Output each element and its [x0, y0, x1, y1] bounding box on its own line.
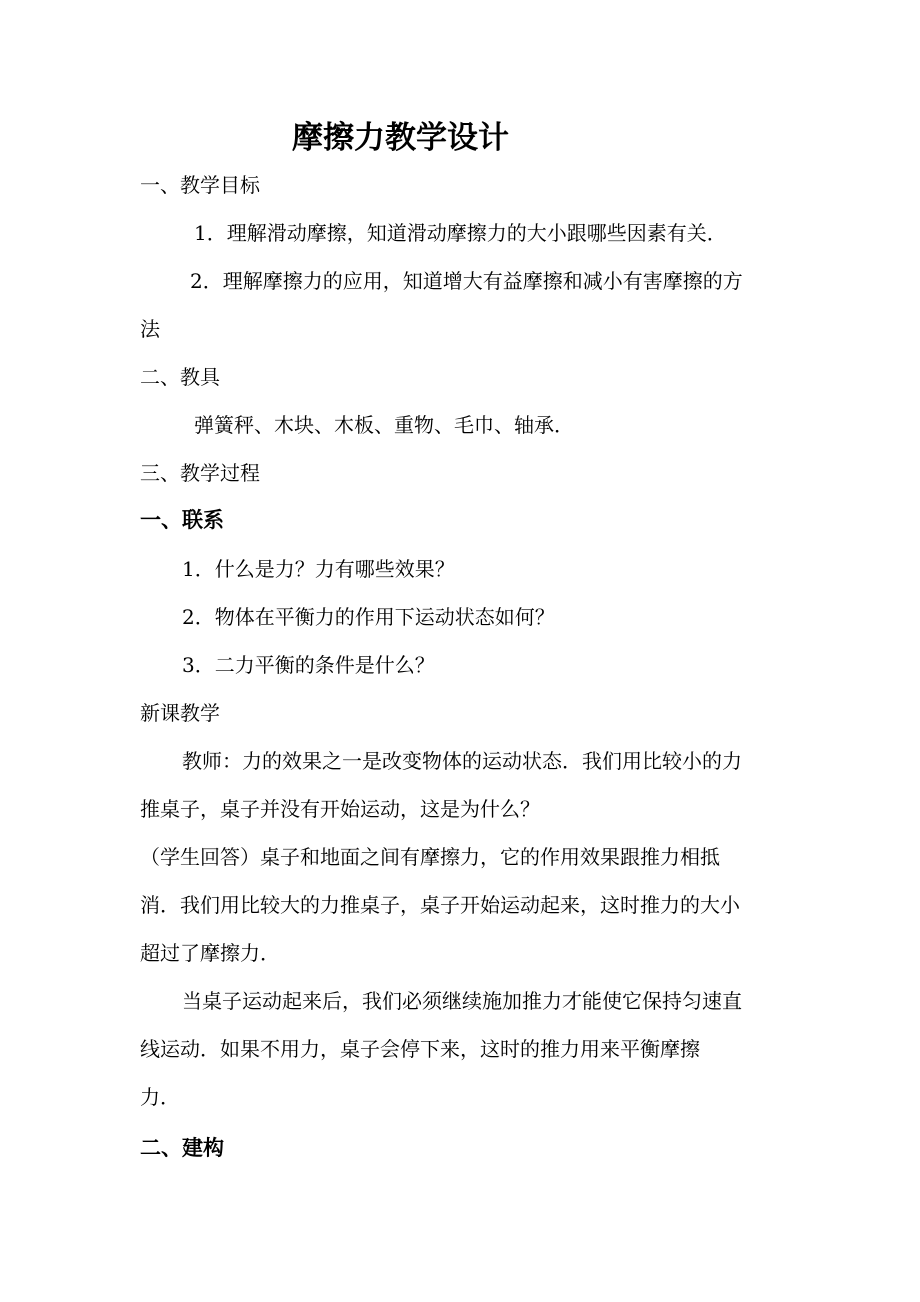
- document-title: 摩擦力教学设计: [292, 120, 509, 156]
- student-paragraph-line-1: （学生回答）桌子和地面之间有摩擦力，它的作用效果跟推力相抵: [140, 845, 720, 869]
- review-question-1: 1．什么是力？力有哪些效果？: [182, 557, 455, 581]
- teacher-paragraph-line-1: 教师：力的效果之一是改变物体的运动状态．我们用比较小的力: [182, 749, 742, 773]
- review-question-3: 3．二力平衡的条件是什么？: [182, 653, 435, 677]
- student-paragraph-line-3: 超过了摩擦力．: [140, 941, 280, 965]
- section-heading-tools: 二、教具: [140, 365, 220, 389]
- paragraph-line-2: 线运动．如果不用力，桌子会停下来，这时的推力用来平衡摩擦: [140, 1037, 700, 1061]
- new-lesson-heading: 新课教学: [140, 701, 220, 725]
- section-heading-goals: 一、教学目标: [140, 173, 260, 197]
- goal-item-1: 1．理解滑动摩擦，知道滑动摩擦力的大小跟哪些因素有关．: [194, 221, 727, 245]
- subsection-heading-construct: 二、建构: [140, 1135, 224, 1160]
- goal-item-2-line-2: 法: [140, 317, 160, 341]
- subsection-heading-review: 一、联系: [140, 507, 224, 532]
- paragraph-line-1: 当桌子运动起来后，我们必须继续施加推力才能使它保持匀速直: [182, 989, 742, 1013]
- paragraph-line-3: 力．: [140, 1085, 180, 1109]
- teacher-paragraph-line-2: 推桌子，桌子并没有开始运动，这是为什么？: [140, 797, 540, 821]
- tools-list: 弹簧秤、木块、木板、重物、毛巾、轴承．: [194, 413, 574, 437]
- student-paragraph-line-2: 消．我们用比较大的力推桌子，桌子开始运动起来，这时推力的大小: [140, 893, 740, 917]
- review-question-2: 2．物体在平衡力的作用下运动状态如何？: [182, 605, 555, 629]
- goal-item-2-line-1: 2．理解摩擦力的应用，知道增大有益摩擦和减小有害摩擦的方: [190, 269, 743, 293]
- section-heading-process: 三、教学过程: [140, 461, 260, 485]
